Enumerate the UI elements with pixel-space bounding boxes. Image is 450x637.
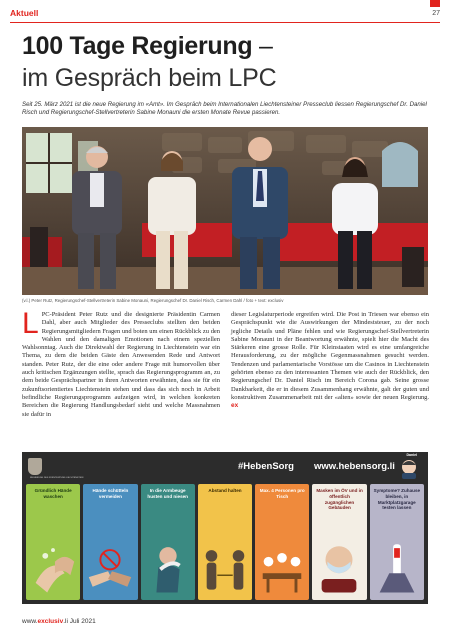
drop-cap: L (22, 307, 39, 340)
rule-panel-title: Hände schütteln vermeiden (92, 488, 129, 499)
footer-brand: exclusiv (37, 618, 64, 625)
page-number: 27 (432, 10, 440, 17)
hebensorg-banner (22, 452, 428, 604)
group-photo-illustration (22, 127, 428, 295)
rule-panel-title: In die Armbeuge husten und niesen (147, 488, 188, 499)
rules-panels (26, 484, 424, 600)
headline-line-2: im Gespräch beim LPC (22, 64, 277, 92)
cartoon-avatar-icon (398, 455, 420, 479)
no-handshake-icon (83, 504, 137, 600)
banner-url[interactable]: www.hebensorg.li (314, 461, 395, 472)
article-text-col2: dieser Legislaturperiode ergreifen wird. Die Post in Triesen war ebenso ein Gesprächspunkt wie die Auswirkungen der Mindeststeuer, zu der noch jegliche Details und Pläne fehlen und wie Regierungschef-Stellvertreterin Sabine Monauni in der Beantwortung erwähnte, spielt hier die Macht des Stärkeren eine grosse Rolle. Für Kleinstaaten wird es eine umfangreiche Herausforderung, zu der mögliche Gegenmassnahmen gesucht werden. Tendenzen und parlamentarische Vorstösse um die Casinos in Liechtenstein gehörten ebenso zu den interessanten Themen wie auch der Rückblick, den Regierungschef Dr. Daniel Risch im Bereich Corona gab. Seine grosse Dankbarkeit, die er in diesem Zusammenhang erwähnte, galt der guten und konstruktiven Zusammenarbeit mit der «alten» sowie der neuen Regierung. (231, 311, 429, 401)
article-column-1 (22, 307, 220, 419)
footer-prefix: www. (22, 618, 38, 625)
rule-panel-title: Max. 4 Personen pro Tisch (259, 488, 305, 499)
rule-panel (255, 484, 309, 600)
headline-line-1 (22, 32, 273, 61)
article-text-col1: PC-Präsident Peter Rutz und die designierte Präsidentin Carmen Dahl, aber auch Mitglieder des Presseclubs stellten den beiden Regierungsmitgliedern Fragen und boten um einen Rückblick zu den Wahlen und den damaligen Emotionen nach einem speziellen Wahlsonntag. Auch die Direktwahl der Regierung in Liechtenstein war ein Thema, zu dem die beiden Gäste den Anwesenden Rede und Antwort standen. Peter Rutz, der die eine oder andere Frage mit humorvollen über auch kritischen Ergänzungen stellte, sprach das Regierungsprogramm an, zu dem beide Gesprächspartner in ihren Antworten erwähnten, dass sie für ein zukunftsorientiertes Liechtenstein stehen und dass das sich noch in Arbeit befindliche Regierungsprogramm aufzeigen wird, in welchen konkreten Bereichen die Regierung Handlungsbedarf sieht und welche Massnahmen sie dafür in (22, 311, 220, 418)
rule-panel-title: Abstand halten (208, 488, 242, 493)
article-lead: Seit 25. März 2021 ist die neue Regierung im «Amt». Im Gespräch beim Internationalen Liechtensteiner Presseclub liessen Regierungschef Dr. Daniel Risch und Regierungschef-Stellvertreterin Sabine Monauni die ersten Monate Revue passieren. (22, 101, 427, 116)
page-footer (22, 618, 96, 625)
sneeze-icon (141, 504, 195, 600)
rule-panel (312, 484, 366, 600)
article-column-2 (231, 311, 429, 411)
test-icon (370, 504, 424, 600)
corner-accent (430, 0, 440, 7)
rule-panel (198, 484, 252, 600)
footer-issue: Juli 2021 (69, 618, 96, 625)
footer-suffix: .li (63, 618, 68, 625)
section-divider (10, 22, 440, 23)
avatar-label: Daniel (406, 453, 417, 457)
rule-panel (26, 484, 80, 600)
hand-washing-icon (26, 504, 80, 600)
group-photo (22, 127, 428, 295)
government-logo-text: REGIERUNG DES FÜRSTENTUMS LIECHTENSTEIN (30, 477, 84, 479)
rule-panel (370, 484, 424, 600)
end-mark: ex (231, 402, 239, 410)
table-icon (255, 504, 309, 600)
rule-panel-title: Masken im ÖV und in öffentlich zugänglichen Gebäuden (316, 488, 363, 511)
headline-dash: – (252, 32, 273, 60)
government-crest-icon (28, 458, 42, 475)
mask-icon (312, 504, 366, 600)
headline-main: 100 Tage Regierung (22, 32, 253, 60)
distance-icon (198, 504, 252, 600)
rule-panel-title: Gründlich Hände waschen (34, 488, 72, 499)
banner-hashtag: #HebenSorg (238, 461, 294, 472)
section-label: Aktuell (10, 8, 39, 18)
rule-panel (83, 484, 137, 600)
photo-caption: (v.l.) Peter Rutz, Regierungschef-Stellvertreterin Sabine Monauni, Regierungschef Dr. Daniel Risch, Carmen Dahl / foto + text: exclusiv (22, 298, 284, 303)
rule-panel-title: Symptome? Zuhause bleiben, in Marktplatzgarage testen lassen (373, 488, 421, 511)
rule-panel (141, 484, 195, 600)
banner-header (22, 452, 428, 484)
